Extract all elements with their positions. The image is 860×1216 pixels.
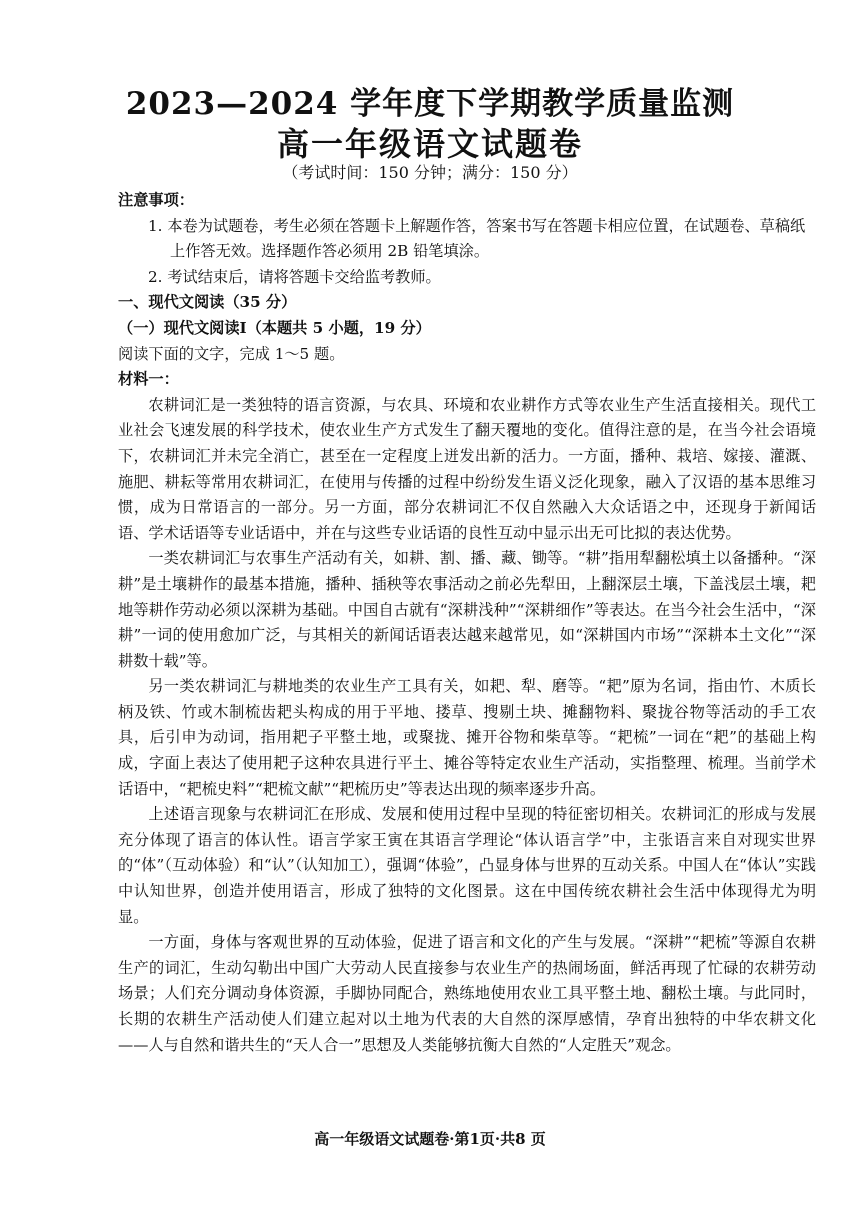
exam-title: 2023—2024 学年度下学期教学质量监测 [125, 86, 735, 122]
notice-item: 2. 考试结束后，请将答题卡交给监考教师。 [148, 267, 441, 286]
page-footer: 高一年级语文试题卷·第1页·共8 页 [314, 1130, 546, 1148]
material-label: 材料一： [118, 370, 179, 389]
exam-subtitle: 高一年级语文试题卷 [276, 125, 583, 163]
paragraph: 一方面，身体与客观世界的互动体验，促进了语言和文化的产生与发展。“深耕”“耙梳”等源自农耕生产的词汇，生动勾勒出中国广大劳动人民直接参与农业生产的热闹场面，鲜活再现了忙碌的农耕劳动场景；人们充分调动身体资源，手脚协同配合，熟练地使用农业工具平整土地、翻松土壤。与此同时，长期的农耕生产活动使人们建立起对以土地为代表的大自然的深厚感情，孕育出独特的中华农耕文化——人与自然和谐共生的“天人合一”思想及人类能够抗衡大自然的“人定胜天”观念。 [118, 933, 816, 1054]
instruction-text: 阅读下面的文字，完成 1～5 题。 [118, 344, 345, 363]
section-heading: 一、现代文阅读（35 分） [118, 293, 297, 312]
paragraph: 另一类农耕词汇与耕地类的农业生产工具有关，如耙、犁、磨等。“耙”原为名词，指由竹、木质长柄及铁、竹或木制梳齿耙头构成的用于平地、搂草、搜剔土块、摊翻物料、聚拢谷物等活动的手工农具，后引申为动词，指用耙子平整土地，或聚拢、摊开谷物和柴草等。“耙梳”一词在“耙”的基础上构成，字面上表达了使用耙子这种农具进行平土、摊谷等特定农业生产活动，实指整理、梳理。当前学术话语中，“耙梳史料”“耙梳文献”“耙梳历史”等表达出现的频率逐步升高。 [118, 677, 816, 798]
notice-item: 1. 本卷为试题卷，考生必须在答题卡上解题作答，答案书写在答题卡相应位置，在试题卷、草稿纸上作答无效。选择题作答必须用 2B 铅笔填涂。 [148, 216, 806, 261]
paragraph: 上述语言现象与农耕词汇在形成、发展和使用过程中呈现的特征密切相关。农耕词汇的形成与发展充分体现了语言的体认性。语言学家王寅在其语言学理论“体认语言学”中，主张语言来自对现实世界的“体”（互动体验）和“认”（认知加工），强调“体验”，凸显身体与世界的互动关系。中国人在“体认”实践中认知世界，创造并使用语言，形成了独特的文化图景。这在中国传统农耕社会生活中体现得尤为明显。 [118, 805, 816, 926]
subsection-heading: （一）现代文阅读Ⅰ（本题共 5 小题，19 分） [118, 318, 431, 337]
paragraph: 一类农耕词汇与农事生产活动有关，如耕、割、播、藏、锄等。“耕”指用犁翻松填土以备播种。“深耕”是土壤耕作的最基本措施，播种、插秧等农事活动之前必先犁田，上翻深层土壤，下盖浅层土壤，耙地等耕作劳动必须以深耕为基础。中国自古就有“深耕浅种”“深耕细作”等表达。在当今社会生活中，“深耕”一词的使用愈加广泛，与其相关的新闻话语表达越来越常见，如“深耕国内市场”“深耕本土文化”“深耕数十载”等。 [118, 549, 816, 670]
exam-body [118, 188, 816, 1058]
notice-heading: 注意事项： [118, 191, 194, 209]
paragraph: 农耕词汇是一类独特的语言资源，与农具、环境和农业耕作方式等农业生产生活直接相关。现代工业社会飞速发展的科学技术，使农业生产方式发生了翻天覆地的变化。值得注意的是，在当今社会语境下，农耕词汇并未完全消亡，甚至在一定程度上迸发出新的活力。一方面，播种、栽培、嫁接、灌溉、施肥、耕耘等常用农耕词汇，在使用与传播的过程中纷纷发生语义泛化现象，融入了汉语的基本思维习惯，成为日常语言的一部分。另一方面，部分农耕词汇不仅自然融入大众话语之中，还现身于新闻话语、学术话语等专业话语中，并在与这些专业话语的良性互动中显示出无可比拟的表达优势。 [118, 395, 816, 542]
exam-info: （考试时间：150 分钟；满分：150 分） [282, 163, 578, 182]
